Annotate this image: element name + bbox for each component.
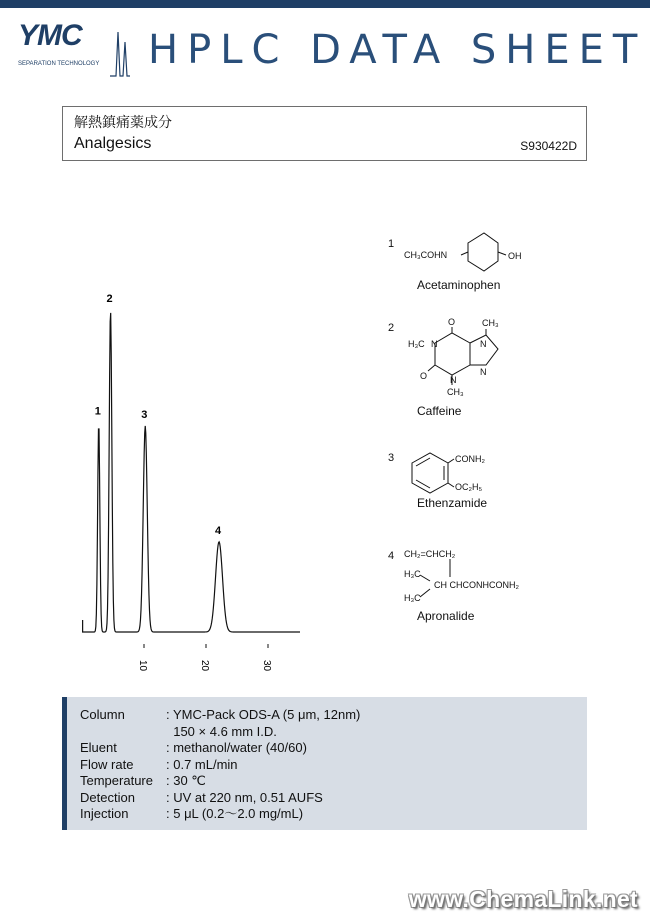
condition-row — [80, 773, 360, 790]
acetaminophen-formula-left: CH₃COHN — [404, 250, 448, 260]
chromatogram — [60, 280, 300, 690]
apronalide-group-3: H₃C — [404, 593, 421, 603]
condition-row — [80, 806, 360, 823]
sample-title-box — [62, 106, 587, 161]
ethenzamide-group-2: OC₂H₅ — [455, 482, 483, 492]
condition-value: : 0.7 mL/min — [166, 756, 238, 772]
condition-key: Detection — [80, 789, 135, 805]
condition-value: : UV at 220 nm, 0.51 AUFS — [166, 789, 323, 805]
logo-text: YMC — [18, 19, 82, 52]
condition-value: : 5 μL (0.2～2.0 mg/mL) — [166, 806, 304, 821]
caffeine-ring-6 — [435, 333, 470, 375]
watermark: www.ChemaLink.net — [408, 886, 638, 912]
compound-structures — [380, 225, 580, 645]
ethenzamide-group-1: CONH₂ — [455, 454, 485, 464]
condition-key: Injection — [80, 806, 129, 821]
caffeine-atom-1: H₃C — [408, 339, 425, 349]
caffeine-atom-6: O — [420, 371, 428, 381]
ethenzamide-ring — [412, 453, 448, 493]
condition-row — [80, 724, 360, 741]
apronalide-group-4: CH CHCONHCONH₂ — [434, 580, 519, 590]
ymc-logo — [18, 20, 130, 78]
conditions-table — [80, 707, 360, 823]
apronalide-group-1: CH₂=CHCH₂ — [404, 549, 456, 559]
chromatogram-trace — [82, 313, 300, 632]
compound-4-name: Apronalide — [417, 609, 475, 623]
condition-value: 150 × 4.6 mm I.D. — [166, 723, 277, 739]
condition-value: : YMC-Pack ODS-A (5 μm, 12nm) — [166, 707, 361, 722]
logo-peaks-icon — [110, 28, 130, 78]
caffeine-atom-3: O — [448, 317, 456, 327]
acetaminophen-formula-right: OH — [508, 251, 522, 261]
compound-1-name: Acetaminophen — [417, 278, 501, 292]
caffeine-atom-4: CH₃ — [482, 318, 499, 328]
condition-key: Column — [80, 707, 125, 722]
condition-row — [80, 790, 360, 807]
caffeine-atom-8: N — [480, 367, 487, 377]
peak-label-4: 4 — [215, 524, 222, 537]
condition-key: Temperature — [80, 773, 153, 788]
compound-2-name: Caffeine — [417, 404, 462, 418]
condition-row — [80, 707, 360, 724]
compound-2-number: 2 — [388, 322, 395, 334]
peak-label-2: 2 — [106, 293, 113, 305]
peak-label-1: 1 — [94, 405, 101, 418]
sheet-title: HPLC DATA SHEET — [148, 27, 647, 73]
condition-key: Eluent — [80, 740, 117, 755]
compound-3-number: 3 — [388, 452, 395, 464]
logo-subtext: SEPARATION TECHNOLOGY — [18, 61, 100, 67]
condition-key — [80, 724, 166, 741]
sample-code: S930422D — [520, 139, 577, 153]
peak-label-3: 3 — [141, 408, 148, 421]
condition-row — [80, 740, 360, 757]
top-bar — [0, 0, 650, 8]
condition-value: : methanol/water (40/60) — [166, 740, 307, 755]
caffeine-atom-9: CH₃ — [447, 387, 464, 397]
x-tick-label: 20 — [199, 660, 210, 672]
caffeine-atom-7: N — [450, 375, 457, 385]
acetaminophen-ring — [468, 233, 498, 271]
condition-key: Flow rate — [80, 756, 134, 772]
conditions-panel — [62, 697, 587, 830]
condition-value: : 30 ℃ — [166, 773, 206, 788]
sample-title-english: Analgesics — [74, 135, 152, 152]
apronalide-group-2: H₃C — [404, 569, 421, 579]
caffeine-atom-2: N — [431, 339, 438, 349]
caffeine-atom-5: N — [480, 339, 487, 349]
compound-3-name: Ethenzamide — [417, 496, 488, 510]
compound-4-number: 4 — [388, 550, 395, 562]
x-tick-label: 30 — [261, 660, 272, 672]
compound-1-number: 1 — [388, 238, 395, 250]
sample-title-japanese: 解熱鎮痛薬成分 — [74, 115, 172, 131]
x-tick-label: 10 — [137, 660, 148, 672]
condition-row — [80, 757, 360, 774]
